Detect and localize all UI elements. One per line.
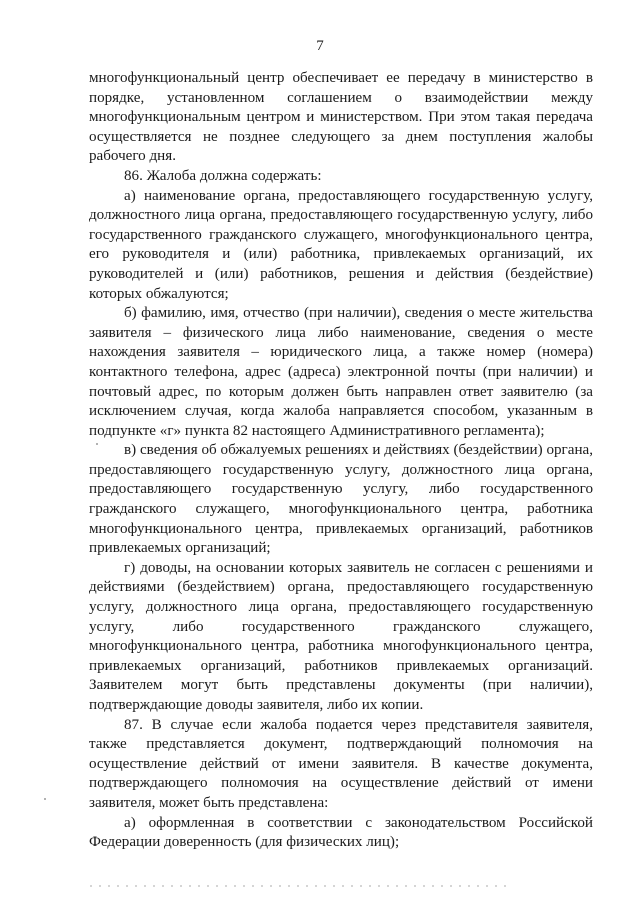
paragraph-87-a: а) оформленная в соответствии с законодательством Российской Федерации доверенность (для физических лиц); [89, 814, 593, 851]
paragraph-86-heading: 86. Жалоба должна содержать: [124, 167, 322, 184]
scan-artifact-mark [96, 443, 98, 445]
paragraph-86-b: б) фамилию, имя, отчество (при наличии), сведения о месте жительства заявителя – физического лица либо наименование, сведения о месте нахождения заявителя – юридического лица, а также номер (номера) контактного телефона, адрес (адреса) электронной почты (при наличии) и почтовый адрес, по которым должен быть направлен ответ заявителю (за исключением случая, когда жалоба направляется способом, указанным в подпункте «г» пункта 82 настоящего Административного регламента); [89, 305, 593, 439]
paragraph-86-a: а) наименование органа, предоставляющего государственную услугу, должностного лица органа, предоставляющего государственную услугу, либо государственного гражданского служащего, многофункционального центра, его руководителя и (или) работника, привлекаемых организаций, их руководителей и (или) работников, решения и действия (бездействие) которых обжалуются; [89, 187, 593, 302]
paragraph-continuation: многофункциональный центр обеспечивает ее передачу в министерство в порядке, установленном соглашением о взаимодействии между многофункциональным центром и министерством. При этом такая передача осуществляется не позднее следующего за днем поступления жалобы рабочего дня. [89, 70, 593, 165]
scan-artifact-mark [44, 798, 46, 800]
paragraph-86-v: в) сведения об обжалуемых решениях и действиях (бездействии) органа, предоставляющего государственную услугу, должностного лица органа, предоставляющего государственную услугу, либо государственного гражданского служащего, многофункционального центра, работника многофункционального центра, привлекаемых организаций, работников привлекаемых организаций; [89, 442, 593, 557]
scan-artifact-dots [90, 885, 510, 887]
page-number: 7 [316, 38, 324, 54]
paragraph-86-g: г) доводы, на основании которых заявитель не согласен с решениями и действиями (бездействием) органа, предоставляющего государственную услугу, должностного лица органа, предоставляющего государственную услугу, либо государственного гражданского служащего, многофункционального центра, работника многофункционального центра, привлекаемых организаций, работников привлекаемых организаций. Заявителем могут быть представлены документы (при наличии), подтверждающие доводы заявителя, либо их копии. [89, 559, 593, 713]
document-body [89, 69, 593, 853]
paragraph-87: 87. В случае если жалоба подается через представителя заявителя, также представляется документ, подтверждающий полномочия на осуществление действий от имени заявителя. В качестве документа, подтверждающего полномочия на осуществление действий от имени заявителя, может быть представлена: [89, 716, 593, 811]
